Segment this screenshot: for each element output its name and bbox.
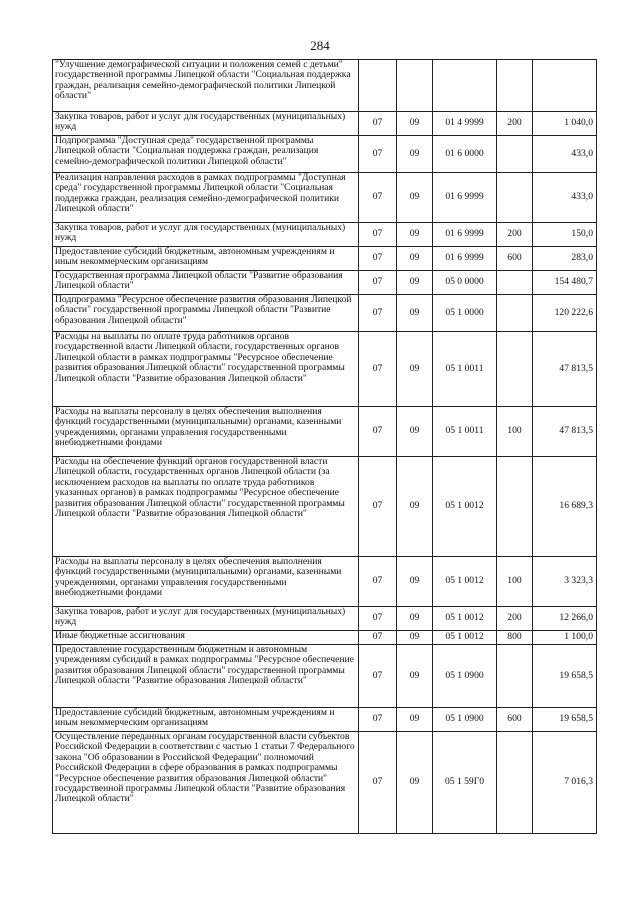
row-section-cell: 07 — [359, 407, 397, 457]
row-subsection-cell: 09 — [397, 223, 433, 247]
row-target-article-cell: 05 1 0011 — [433, 332, 497, 407]
budget-table — [52, 59, 597, 834]
row-section-cell: 07 — [359, 332, 397, 407]
row-name-cell: Иные бюджетные ассигнования — [53, 631, 359, 645]
row-subsection-cell: 09 — [397, 557, 433, 607]
row-subsection-cell: 09 — [397, 173, 433, 223]
row-subsection-cell: 09 — [397, 607, 433, 631]
row-target-article-cell: 05 0 0000 — [433, 271, 497, 295]
row-section-cell: 07 — [359, 223, 397, 247]
table-row — [53, 112, 597, 136]
row-subsection-cell — [397, 60, 433, 112]
table-row — [53, 271, 597, 295]
row-expense-type-cell: 100 — [497, 407, 533, 457]
table-row — [53, 631, 597, 645]
table-row — [53, 332, 597, 407]
table-row — [53, 645, 597, 708]
row-section-cell: 07 — [359, 557, 397, 607]
row-target-article-cell: 05 1 0012 — [433, 457, 497, 557]
row-target-article-cell: 05 1 0900 — [433, 645, 497, 708]
row-subsection-cell: 09 — [397, 332, 433, 407]
row-section-cell: 07 — [359, 645, 397, 708]
table-row — [53, 295, 597, 332]
row-sum-cell: 154 480,7 — [533, 271, 597, 295]
row-subsection-cell: 09 — [397, 631, 433, 645]
row-name-cell: Подпрограмма "Ресурсное обеспечение развития образования Липецкой области" государственной программы Липецкой области "Развитие образования Липецкой области" — [53, 295, 359, 332]
row-section-cell: 07 — [359, 607, 397, 631]
row-expense-type-cell: 200 — [497, 223, 533, 247]
row-name-cell: Расходы на выплаты персоналу в целях обеспечения выполнения функций государственными (муниципальными) органами, казенными учреждениями, органами управления государственными внебюджетными фондами — [53, 407, 359, 457]
row-expense-type-cell — [497, 645, 533, 708]
row-sum-cell: 433,0 — [533, 173, 597, 223]
row-subsection-cell: 09 — [397, 708, 433, 732]
row-sum-cell: 47 813,5 — [533, 407, 597, 457]
row-name-cell: Расходы на обеспечение функций органов государственной власти Липецкой области, государственных органов Липецкой области (за исключением расходов на выплаты по оплате труда работников указанных органов) в рамках подпрограммы "Ресурсное обеспечение развития образования Липецкой области" государственной программы Липецкой области "Развитие образования Липецкой области" — [53, 457, 359, 557]
row-subsection-cell: 09 — [397, 295, 433, 332]
row-name-cell: Предоставление субсидий бюджетным, автономным учреждениям и иным некоммерческим организациям — [53, 708, 359, 732]
row-section-cell: 07 — [359, 457, 397, 557]
row-expense-type-cell: 200 — [497, 112, 533, 136]
table-body — [53, 60, 597, 834]
row-sum-cell: 1 100,0 — [533, 631, 597, 645]
row-expense-type-cell — [497, 173, 533, 223]
row-sum-cell: 120 222,6 — [533, 295, 597, 332]
row-target-article-cell: 01 6 9999 — [433, 247, 497, 271]
row-sum-cell: 47 813,5 — [533, 332, 597, 407]
row-target-article-cell: 01 4 9999 — [433, 112, 497, 136]
table-row — [53, 247, 597, 271]
row-sum-cell: 1 040,0 — [533, 112, 597, 136]
row-section-cell: 07 — [359, 112, 397, 136]
row-sum-cell: 3 323,3 — [533, 557, 597, 607]
row-sum-cell: 283,0 — [533, 247, 597, 271]
row-subsection-cell: 09 — [397, 247, 433, 271]
page-number: 284 — [310, 38, 330, 53]
row-name-cell: Закупка товаров, работ и услуг для государственных (муниципальных) нужд — [53, 223, 359, 247]
row-section-cell — [359, 60, 397, 112]
row-name-cell: Закупка товаров, работ и услуг для государственных (муниципальных) нужд — [53, 607, 359, 631]
row-subsection-cell: 09 — [397, 407, 433, 457]
row-target-article-cell: 05 1 0011 — [433, 407, 497, 457]
row-target-article-cell: 01 6 0000 — [433, 136, 497, 173]
row-sum-cell: 150,0 — [533, 223, 597, 247]
row-expense-type-cell: 200 — [497, 607, 533, 631]
row-expense-type-cell: 100 — [497, 557, 533, 607]
row-target-article-cell: 05 1 0012 — [433, 557, 497, 607]
table-row — [53, 708, 597, 732]
row-name-cell: Государственная программа Липецкой области "Развитие образования Липецкой области" — [53, 271, 359, 295]
row-expense-type-cell: 800 — [497, 631, 533, 645]
row-subsection-cell: 09 — [397, 271, 433, 295]
row-name-cell: Расходы на выплаты по оплате труда работников органов государственной власти Липецкой области, государственных органов Липецкой области в рамках подпрограммы "Ресурсное обеспечение развития образования Липецкой области" государственной программы Липецкой области "Развитие образования Липецкой области" — [53, 332, 359, 407]
row-expense-type-cell — [497, 295, 533, 332]
row-target-article-cell: 05 1 0012 — [433, 607, 497, 631]
row-section-cell: 07 — [359, 732, 397, 834]
row-target-article-cell: 05 1 0900 — [433, 708, 497, 732]
row-sum-cell: 12 266,0 — [533, 607, 597, 631]
row-name-cell: Закупка товаров, работ и услуг для государственных (муниципальных) нужд — [53, 112, 359, 136]
row-name-cell: "Улучшение демографической ситуации и положения семей с детьми" государственной программы Липецкой области "Социальная поддержка граждан, реализация семейно-демографической политики Липецкой области" — [53, 60, 359, 112]
row-name-cell: Реализация направления расходов в рамках подпрограммы "Доступная среда" государственной программы Липецкой области "Социальная поддержка граждан, реализация семейно-демографической политики Липецкой области" — [53, 173, 359, 223]
row-target-article-cell: 05 1 0012 — [433, 631, 497, 645]
row-section-cell: 07 — [359, 247, 397, 271]
row-sum-cell: 19 658,5 — [533, 708, 597, 732]
table-row — [53, 457, 597, 557]
table-row — [53, 60, 597, 112]
table-row — [53, 557, 597, 607]
row-section-cell: 07 — [359, 271, 397, 295]
row-target-article-cell: 01 6 9999 — [433, 173, 497, 223]
row-subsection-cell: 09 — [397, 645, 433, 708]
row-expense-type-cell — [497, 332, 533, 407]
row-sum-cell: 433,0 — [533, 136, 597, 173]
row-subsection-cell: 09 — [397, 457, 433, 557]
row-expense-type-cell — [497, 732, 533, 834]
row-target-article-cell: 01 6 9999 — [433, 223, 497, 247]
table-row — [53, 732, 597, 834]
row-subsection-cell: 09 — [397, 136, 433, 173]
row-target-article-cell: 05 1 0000 — [433, 295, 497, 332]
row-name-cell: Предоставление государственным бюджетным и автономным учреждениям субсидий в рамках подпрограммы "Ресурсное обеспечение развития образования Липецкой области" государственной программы Липецкой области "Развитие образования Липецкой области" — [53, 645, 359, 708]
row-expense-type-cell — [497, 457, 533, 557]
row-section-cell: 07 — [359, 631, 397, 645]
row-expense-type-cell: 600 — [497, 247, 533, 271]
row-subsection-cell: 09 — [397, 732, 433, 834]
row-name-cell: Предоставление субсидий бюджетным, автономным учреждениям и иным некоммерческим организациям — [53, 247, 359, 271]
row-expense-type-cell — [497, 60, 533, 112]
row-section-cell: 07 — [359, 708, 397, 732]
row-name-cell: Осуществление переданных органам государственной власти субъектов Российской Федерации в соответствии с частью 1 статьи 7 Федерального закона "Об образовании в Российской Федерации" полномочий Российской Федерации в сфере образования в рамках подпрограммы "Ресурсное обеспечение развития образования Липецкой области" государственной программы Липецкой области "Развитие образования Липецкой области" — [53, 732, 359, 834]
row-expense-type-cell — [497, 271, 533, 295]
table-row — [53, 223, 597, 247]
row-sum-cell: 16 689,3 — [533, 457, 597, 557]
table-row — [53, 607, 597, 631]
row-expense-type-cell: 600 — [497, 708, 533, 732]
table-row — [53, 136, 597, 173]
row-sum-cell: 7 016,3 — [533, 732, 597, 834]
table-row — [53, 173, 597, 223]
row-target-article-cell: 05 1 59Г0 — [433, 732, 497, 834]
row-sum-cell: 19 658,5 — [533, 645, 597, 708]
row-sum-cell — [533, 60, 597, 112]
row-target-article-cell — [433, 60, 497, 112]
row-name-cell: Подпрограмма "Доступная среда" государственной программы Липецкой области "Социальная поддержка граждан, реализация семейно-демографической политики Липецкой области" — [53, 136, 359, 173]
row-name-cell: Расходы на выплаты персоналу в целях обеспечения выполнения функций государственными (муниципальными) органами, казенными учреждениями, органами управления государственными внебюджетными фондами — [53, 557, 359, 607]
table-row — [53, 407, 597, 457]
row-expense-type-cell — [497, 136, 533, 173]
row-section-cell: 07 — [359, 173, 397, 223]
row-section-cell: 07 — [359, 295, 397, 332]
row-subsection-cell: 09 — [397, 112, 433, 136]
row-section-cell: 07 — [359, 136, 397, 173]
